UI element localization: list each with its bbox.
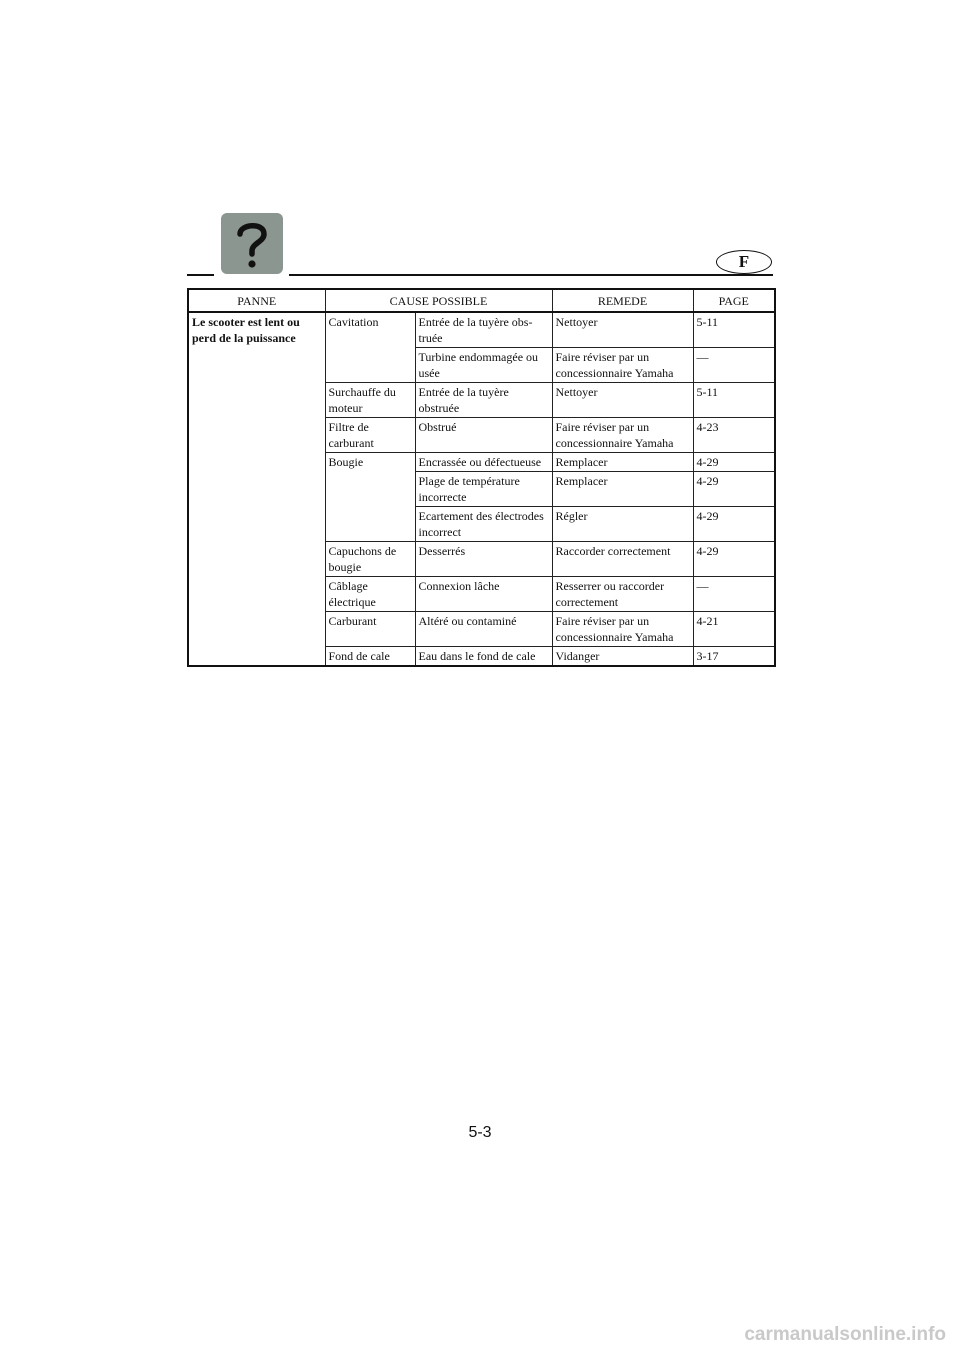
cause-cell: Câblage électrique <box>325 577 415 612</box>
page-cell: — <box>693 577 775 612</box>
detail-cell: Ecartement des électrodes incorrect <box>415 507 552 542</box>
remede-cell: Vidanger <box>552 647 693 667</box>
header-rule-left <box>187 274 214 276</box>
page-cell: 4-21 <box>693 612 775 647</box>
remede-cell: Nettoyer <box>552 383 693 418</box>
watermark: carmanualsonline.info <box>744 1324 946 1345</box>
question-mark-icon <box>221 213 283 274</box>
cause-cell: Capuchons de bougie <box>325 542 415 577</box>
column-header-cause: CAUSE POSSIBLE <box>325 289 552 312</box>
remede-cell: Faire réviser par un concessionnaire Yamaha <box>552 418 693 453</box>
section-badge: F <box>716 250 772 274</box>
remede-cell: Raccorder correctement <box>552 542 693 577</box>
detail-cell: Eau dans le fond de cale <box>415 647 552 667</box>
table-row <box>188 312 775 348</box>
detail-cell: Plage de température incorrecte <box>415 472 552 507</box>
table-header-row <box>188 289 775 312</box>
page-cell: 3-17 <box>693 647 775 667</box>
page-cell: — <box>693 348 775 383</box>
column-header-panne: PANNE <box>188 289 325 312</box>
page-cell: 5-11 <box>693 383 775 418</box>
remede-cell: Remplacer <box>552 472 693 507</box>
header-rule-right <box>289 274 773 276</box>
cause-cell: Cavitation <box>325 312 415 383</box>
remede-cell: Resserrer ou raccorder correctement <box>552 577 693 612</box>
detail-cell: Altéré ou contaminé <box>415 612 552 647</box>
column-header-remede: REMEDE <box>552 289 693 312</box>
cause-cell: Carburant <box>325 612 415 647</box>
page-cell: 4-29 <box>693 542 775 577</box>
remede-cell: Faire réviser par un concessionnaire Yamaha <box>552 348 693 383</box>
question-mark-glyph <box>230 218 274 270</box>
detail-cell: Entrée de la tuyère obs-truée <box>415 312 552 348</box>
cause-cell: Surchauffe du moteur <box>325 383 415 418</box>
page-number: 5-3 <box>468 1124 492 1141</box>
detail-cell: Obstrué <box>415 418 552 453</box>
remede-cell: Faire réviser par un concessionnaire Yamaha <box>552 612 693 647</box>
page-cell: 4-29 <box>693 453 775 472</box>
cause-cell: Filtre de carburant <box>325 418 415 453</box>
page-cell: 4-29 <box>693 472 775 507</box>
page-cell: 5-11 <box>693 312 775 348</box>
remede-cell: Régler <box>552 507 693 542</box>
detail-cell: Encrassée ou défectueuse <box>415 453 552 472</box>
remede-cell: Nettoyer <box>552 312 693 348</box>
detail-cell: Entrée de la tuyère obstruée <box>415 383 552 418</box>
page-cell: 4-29 <box>693 507 775 542</box>
detail-cell: Turbine endommagée ou usée <box>415 348 552 383</box>
troubleshooting-table <box>187 288 776 667</box>
remede-cell: Remplacer <box>552 453 693 472</box>
detail-cell: Desserrés <box>415 542 552 577</box>
page-cell: 4-23 <box>693 418 775 453</box>
cause-cell: Bougie <box>325 453 415 542</box>
panne-cell: Le scooter est lent ou perd de la puissance <box>188 312 325 666</box>
column-header-page: PAGE <box>693 289 775 312</box>
detail-cell: Connexion lâche <box>415 577 552 612</box>
cause-cell: Fond de cale <box>325 647 415 667</box>
